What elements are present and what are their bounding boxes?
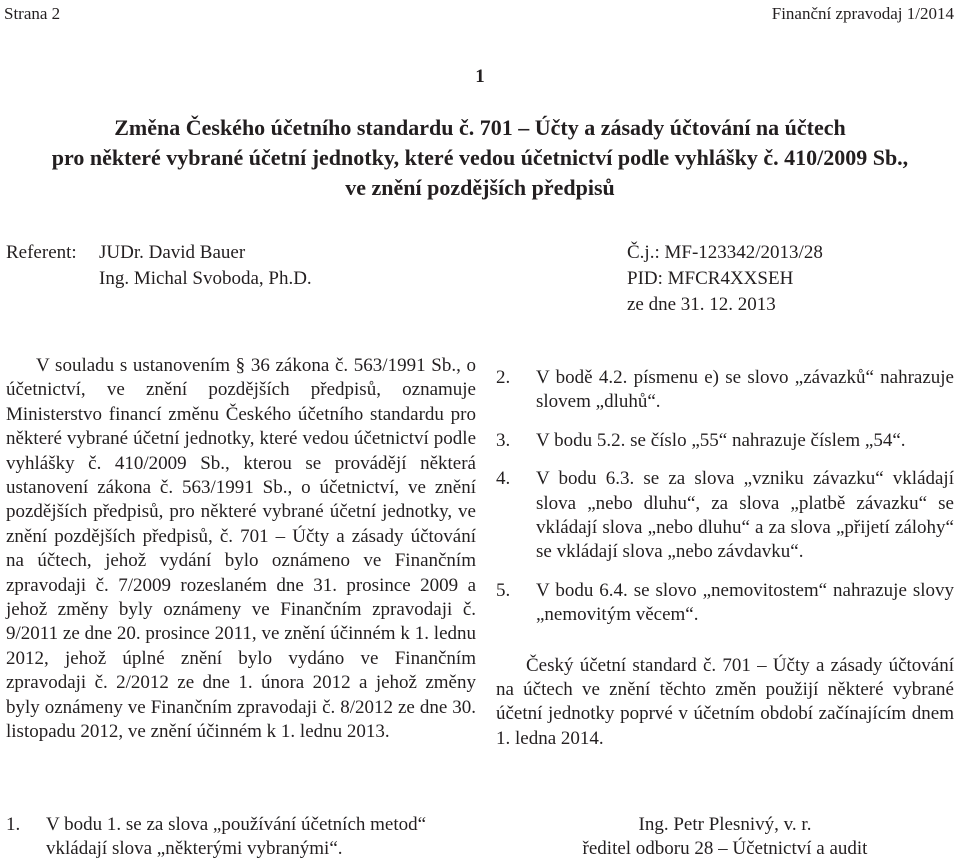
left-column — [6, 354, 476, 745]
pid: PID: MFCR4XXSEH — [627, 268, 794, 289]
running-header — [4, 4, 954, 26]
closing-paragraph: Český účetní standard č. 701 – Účty a zásady účtování na účtech ve znění těchto změn použijí některé vybrané účetní jednotky poprvé v účetním období začínajícím dnem 1. ledna 2014. — [496, 654, 954, 749]
right-column — [496, 366, 954, 751]
signatory-name: Ing. Petr Plesnivý, v. r. — [638, 814, 812, 835]
item-text: V bodu 1. se za slova „používání účetních metod“ vkládají slova „některými vybranými“. — [46, 814, 427, 860]
referent-name: JUDr. David Bauer — [99, 242, 246, 263]
title-line: pro některé vybrané účetní jednotky, které vedou účetnictví podle vyhlášky č. 410/2009 Sb., — [51, 145, 909, 170]
list-item-3 — [496, 429, 954, 453]
item-number: 3. — [496, 429, 511, 451]
item-number: 4. — [496, 468, 511, 490]
list-item-5 — [496, 579, 954, 628]
item-text: V bodě 4.2. písmenu e) se slovo „závazků“ nahrazuje slovem „dluhů“. — [536, 367, 954, 413]
item-text: V bodu 6.3. se za slova „vzniku závazku“ vkládají slova „nebo dluhu“, za slova „platbě závazku“ se vkládají slova „nebo dluhu“ a za slova „přijetí zálohy“ se vkládají slova „nebo závdavku“. — [536, 468, 954, 563]
item-text: V bodu 6.4. se slovo „nemovitostem“ nahrazuje slovy „nemovitým věcem“. — [536, 579, 954, 626]
page-label: Strana 2 — [4, 4, 61, 23]
referent-block — [6, 240, 312, 292]
issue-date: ze dne 31. 12. 2013 — [627, 294, 776, 315]
list-item-2 — [496, 366, 954, 415]
item-number: 1. — [6, 814, 21, 835]
list-item-4 — [496, 467, 954, 565]
item-number: 5. — [496, 579, 511, 601]
signatory-role: ředitel odboru 28 – Účetnictví a audit — [582, 838, 868, 860]
item-number: 2. — [496, 367, 511, 388]
referent-name: Ing. Michal Svoboda, Ph.D. — [99, 268, 312, 289]
reference-number: Č.j.: MF-123342/2013/28 — [627, 242, 823, 263]
referent-label: Referent: — [6, 242, 77, 263]
title-line: ve znění pozdějších předpisů — [345, 175, 615, 200]
signature-block — [496, 813, 954, 862]
list-item-1 — [6, 813, 476, 862]
title-line: Změna Českého účetního standardu č. 701 – Účty a zásady účtování na účtech — [114, 115, 846, 140]
document-title — [0, 113, 960, 203]
reference-block — [627, 240, 823, 318]
intro-paragraph: V souladu s ustanovením § 36 zákona č. 563/1991 Sb., o účetnictví, ve znění pozdějších předpisů, oznamuje Ministerstvo financí změnu Českého účetního standardu pro některé vybrané účetní jednotky, které vedou účetnictví podle vyhlášky č. 410/2009 Sb., kterou se provádějí některá ustanovení zákona č. 563/1991 Sb., o účetnictví, ve znění pozdějších předpisů, pro některé vybrané účetní jednotky, ve znění pozdějších předpisů, č. 701 – Účty a zásady účtování na účtech, jehož vydání bylo oznámeno ve Finančním zpravodaji č. 7/2009 rozeslaném dne 31. prosince 2009 a jehož změny byly oznámeny ve Finančním zpravodaji č. 9/2011 ze dne 20. prosince 2011, ve znění účinném k 1. lednu 2012, jehož úplné znění bylo vydáno ve Finančním zpravodaji č. 2/2012 ze dne 1. února 2012 a jehož změny byly oznámeny ve Finančním zpravodaji č. 8/2012 ze dne 30. listopadu 2012, ve znění účinném k 1. lednu 2013. — [6, 355, 476, 743]
journal-issue: Finanční zpravodaj 1/2014 — [771, 4, 954, 23]
document-number: 1 — [475, 66, 485, 87]
item-text: V bodu 5.2. se číslo „55“ nahrazuje číslem „54“. — [536, 429, 906, 451]
